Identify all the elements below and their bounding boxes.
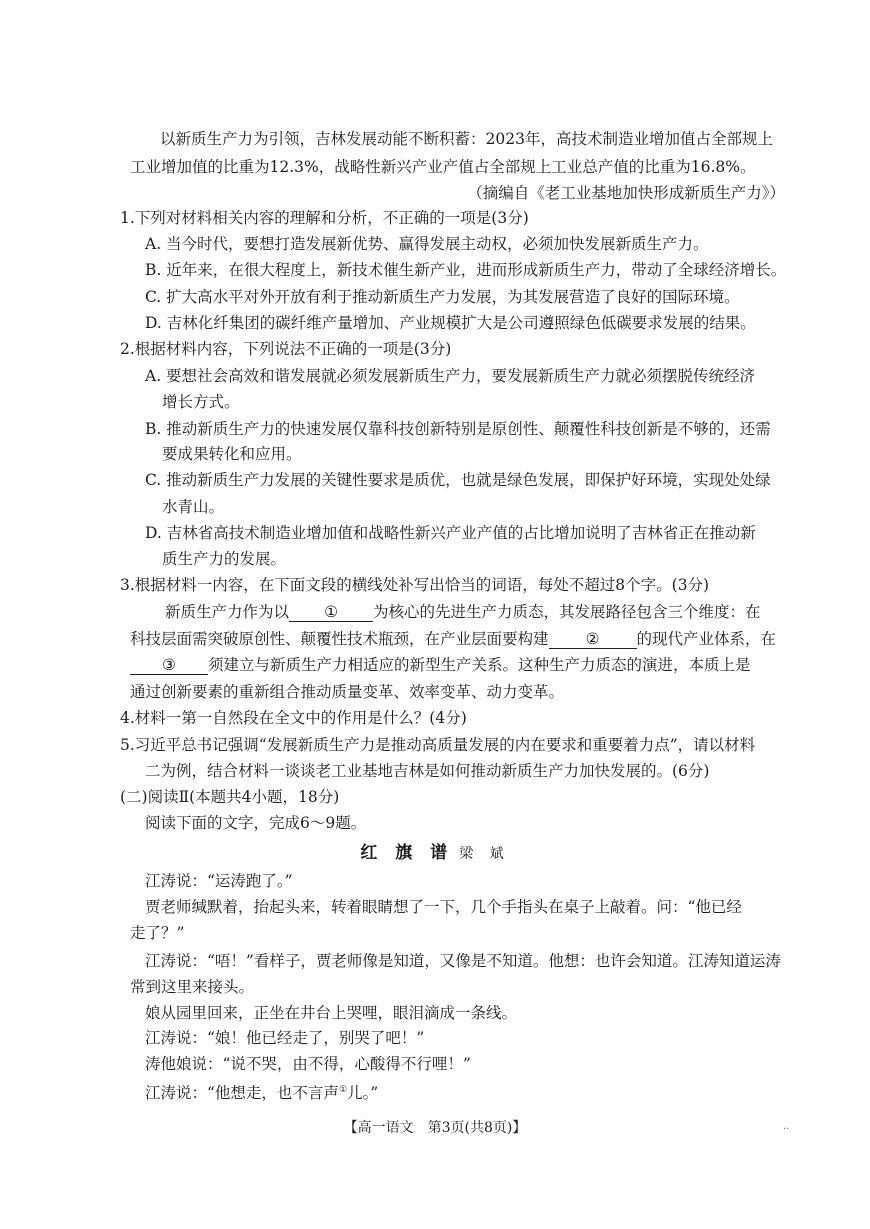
page-footer: 【高一语文 第3页(共8页)】 — [343, 1120, 527, 1136]
material-line: 以新质生产力为引领，吉林发展动能不断积蓄：2023年，高技术制造业增加值占全部规上 — [160, 130, 773, 148]
author-name: 梁 斌 — [459, 846, 510, 862]
story-paragraph: 贾老师缄默着，抬起头来，转着眼睛想了一下，几个手指头在桌子上敲着。问：“他已经 — [145, 898, 742, 916]
option-d: D. 吉林化纤集团的碳纤维产量增加、产业规模扩大是公司遵照绿色低碳要求发展的结果。 — [145, 314, 756, 332]
story-paragraph: 江涛说：“唔！”看样子，贾老师像是知道，又像是不知道。他想：也许会知道。江涛知道运涛 — [145, 952, 781, 970]
fill-passage-line — [165, 601, 761, 623]
option-c: C. 推动新质生产力发展的关键性要求是质优，也就是绿色发展，即保护好环境，实现处处绿 — [145, 471, 771, 489]
blank-1[interactable]: ① — [289, 603, 373, 622]
option-c: C. 扩大高水平对外开放有利于推动新质生产力发展，为其发展营造了良好的国际环境。 — [145, 288, 740, 306]
title-text: 红 旗 谱 — [360, 843, 454, 863]
story-paragraph: 江涛说：“运涛跑了。” — [145, 872, 293, 890]
passage-text: 须建立与新质生产力相适应的新型生产关系。这种生产力质态的演进，本质上是 — [208, 656, 751, 674]
source-note: （摘编自《老工业基地加快形成新质生产力》） — [467, 184, 785, 202]
option-c-cont: 水青山。 — [162, 498, 225, 516]
footnote-marker[interactable]: ① — [338, 1085, 348, 1095]
story-paragraph-cont: 走了？” — [130, 924, 185, 942]
material-line: 工业增加值的比重为12.3%，战略性新兴产业产值占全部规上工业总产值的比重为16.8%。 — [130, 158, 756, 176]
passage-text: 为核心的先进生产力质态，其发展路径包含三个维度：在 — [373, 603, 761, 621]
corner-mark: ·· — [783, 1124, 790, 1135]
option-d: D. 吉林省高技术制造业增加值和战略性新兴产业产值的占比增加说明了吉林省正在推动新 — [145, 524, 756, 542]
option-d-cont: 质生产力的发展。 — [162, 550, 287, 568]
story-paragraph: 娘从园里回来，正坐在井台上哭哩，眼泪滴成一条线。 — [145, 1004, 518, 1022]
passage-text: 科技层面需突破原创性、颠覆性技术瓶颈，在产业层面要构建 — [130, 630, 549, 648]
story-paragraph: 涛他娘说：“说不哭，由不得，心酸得不行哩！” — [145, 1055, 471, 1073]
story-paragraph: 江涛说：“娘！他已经走了，别哭了吧！” — [145, 1029, 425, 1047]
section-header: (二)阅读Ⅱ(本题共4小题，18分) — [120, 788, 340, 806]
question-2-stem: 2.根据材料内容，下列说法不正确的一项是(3分) — [120, 340, 452, 358]
passage-text: 新质生产力作为以 — [165, 603, 290, 621]
option-b: B. 近年来，在很大程度上，新技术催生新产业，进而形成新质生产力，带动了全球经济增长。 — [145, 261, 787, 279]
question-5-cont: 二为例，结合材料一谈谈老工业基地吉林是如何推动新质生产力加快发展的。(6分) — [145, 762, 710, 780]
blank-2[interactable]: ② — [549, 630, 637, 649]
fill-passage-line — [130, 654, 751, 676]
passage-text: 江涛说：“他想走，也不言声 — [145, 1084, 339, 1103]
question-5-stem: 5.习近平总书记强调“发展新质生产力是推动高质量发展的内在要求和重要着力点”，请以材料 — [120, 736, 756, 754]
option-a: A. 要想社会高效和谐发展就必须发展新质生产力，要发展新质生产力就必须摆脱传统经济 — [145, 367, 756, 385]
option-b: B. 推动新质生产力的快速发展仅靠科技创新特别是原创性、颠覆性科技创新是不够的，还需 — [145, 420, 771, 438]
section-instruction: 阅读下面的文字，完成6～9题。 — [145, 814, 367, 832]
blank-3[interactable]: ③ — [130, 656, 208, 675]
fill-passage-line: 通过创新要素的重新组合推动质量变革、效率变革、动力变革。 — [130, 683, 565, 701]
question-3-stem: 3.根据材料一内容，在下面文段的横线处补写出恰当的词语，每处不超过8个字。(3分) — [120, 576, 710, 594]
story-paragraph — [145, 1079, 378, 1104]
option-a-cont: 增长方式。 — [162, 393, 240, 411]
fill-passage-line — [130, 628, 776, 650]
story-paragraph-cont: 常到这里来接头。 — [130, 978, 255, 996]
option-a: A. 当今时代，要想打造发展新优势、赢得发展主动权，必须加快发展新质生产力。 — [145, 235, 709, 253]
passage-text: 儿。” — [347, 1084, 379, 1103]
option-b-cont: 要成果转化和应用。 — [162, 445, 302, 463]
question-1-stem: 1.下列对材料相关内容的理解和分析，不正确的一项是(3分) — [120, 209, 529, 227]
passage-text: 的现代产业体系，在 — [636, 630, 777, 648]
question-4-stem: 4.材料一第一自然段在全文中的作用是什么？(4分) — [120, 709, 467, 727]
story-title — [0, 842, 870, 865]
